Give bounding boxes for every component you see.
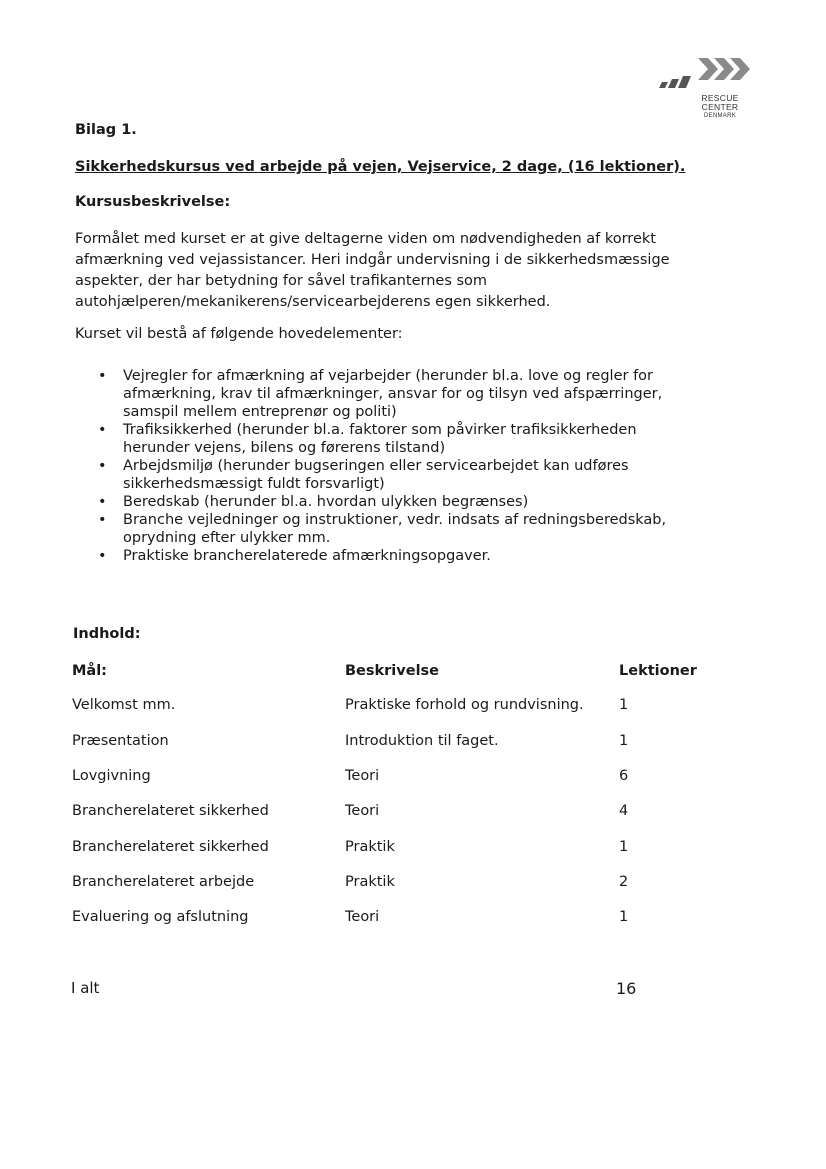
list-item-line: Praktiske brancherelaterede afmærkningsopgaver.	[123, 548, 491, 564]
header-goal: Mål:	[72, 663, 107, 679]
list-item	[96, 457, 736, 493]
row-lessons: 1	[619, 697, 629, 713]
logo-text	[680, 94, 760, 121]
bullet-icon: •	[98, 368, 107, 384]
table-row	[72, 733, 752, 755]
row-lessons: 4	[619, 803, 629, 819]
main-elements-list	[96, 367, 736, 565]
document-title: Sikkerhedskursus ved arbejde på vejen, Vejservice, 2 dage, (16 lektioner).	[75, 159, 686, 175]
row-description: Introduktion til faget.	[345, 733, 499, 749]
bullet-icon: •	[98, 458, 107, 474]
list-item-line: afmærkning, krav til afmærkninger, ansvar for og tilsyn ved afspærringer,	[123, 386, 663, 402]
list-item	[96, 367, 736, 421]
bullet-icon: •	[98, 548, 107, 564]
table-header	[72, 663, 752, 685]
total-label: I alt	[71, 979, 100, 997]
logo-line-rescue: RESCUE	[701, 93, 739, 103]
table-row	[72, 768, 752, 790]
row-goal: Brancherelateret arbejde	[72, 874, 255, 890]
rescue-center-logo	[650, 52, 760, 124]
row-description: Praktik	[345, 839, 395, 855]
row-description: Teori	[345, 803, 380, 819]
row-goal: Brancherelateret sikkerhed	[72, 803, 269, 819]
row-goal: Præsentation	[72, 733, 169, 749]
list-item-line: oprydning efter ulykker mm.	[123, 530, 331, 546]
list-item-line: herunder vejens, bilens og førerens tilstand)	[123, 440, 446, 456]
list-item	[96, 493, 736, 511]
list-item-line: sikkerhedsmæssigt fuldt forsvarligt)	[123, 476, 385, 492]
rescue-chevrons-icon	[658, 52, 758, 92]
row-lessons: 1	[619, 733, 629, 749]
description-heading: Kursusbeskrivelse:	[75, 194, 231, 210]
table-row	[72, 839, 752, 861]
list-item	[96, 421, 736, 457]
table-row	[72, 803, 752, 825]
total-row	[72, 979, 752, 1001]
description-line: autohjælperen/mekanikerens/servicearbejderens egen sikkerhed.	[75, 294, 551, 310]
appendix-label: Bilag 1.	[75, 122, 137, 138]
row-lessons: 6	[619, 768, 629, 784]
logo-line-denmark: DENMARK	[703, 113, 737, 119]
description-paragraph	[75, 229, 725, 313]
description-line: aspekter, der har betydning for såvel trafikanternes som	[75, 273, 488, 289]
row-lessons: 2	[619, 874, 629, 890]
logo-line-center: CENTER	[701, 102, 739, 112]
header-description: Beskrivelse	[345, 663, 440, 679]
description-line: afmærkning ved vejassistancer. Heri indgår undervisning i de sikkerhedsmæssige	[75, 252, 670, 268]
row-lessons: 1	[619, 909, 629, 925]
table-row	[72, 697, 752, 719]
list-item-line: Branche vejledninger og instruktioner, vedr. indsats af redningsberedskab,	[123, 512, 667, 528]
table-row	[72, 874, 752, 896]
row-goal: Velkomst mm.	[72, 697, 176, 713]
row-goal: Evaluering og afslutning	[72, 909, 249, 925]
list-item-line: Arbejdsmiljø (herunder bugseringen eller servicearbejdet kan udføres	[123, 458, 629, 474]
row-lessons: 1	[619, 839, 629, 855]
row-description: Praktiske forhold og rundvisning.	[345, 697, 584, 713]
row-goal: Brancherelateret sikkerhed	[72, 839, 269, 855]
bullet-icon: •	[98, 422, 107, 438]
list-item-line: Trafiksikkerhed (herunder bl.a. faktorer som påvirker trafiksikkerheden	[123, 422, 637, 438]
elements-intro: Kurset vil bestå af følgende hovedelementer:	[75, 326, 403, 342]
content-heading: Indhold:	[73, 626, 141, 642]
list-item-line: Vejregler for afmærkning af vejarbejder (herunder bl.a. love og regler for	[123, 368, 654, 384]
list-item	[96, 547, 736, 565]
total-value: 16	[616, 979, 637, 998]
row-description: Teori	[345, 768, 380, 784]
header-lessons: Lektioner	[619, 663, 697, 679]
list-item-line: samspil mellem entreprenør og politi)	[123, 404, 397, 420]
row-goal: Lovgivning	[72, 768, 151, 784]
list-item	[96, 511, 736, 547]
bullet-icon: •	[98, 494, 107, 510]
table-row	[72, 909, 752, 931]
bullet-icon: •	[98, 512, 107, 528]
row-description: Praktik	[345, 874, 395, 890]
row-description: Teori	[345, 909, 380, 925]
list-item-line: Beredskab (herunder bl.a. hvordan ulykken begrænses)	[123, 494, 529, 510]
description-line: Formålet med kurset er at give deltagerne viden om nødvendigheden af korrekt	[75, 231, 656, 247]
